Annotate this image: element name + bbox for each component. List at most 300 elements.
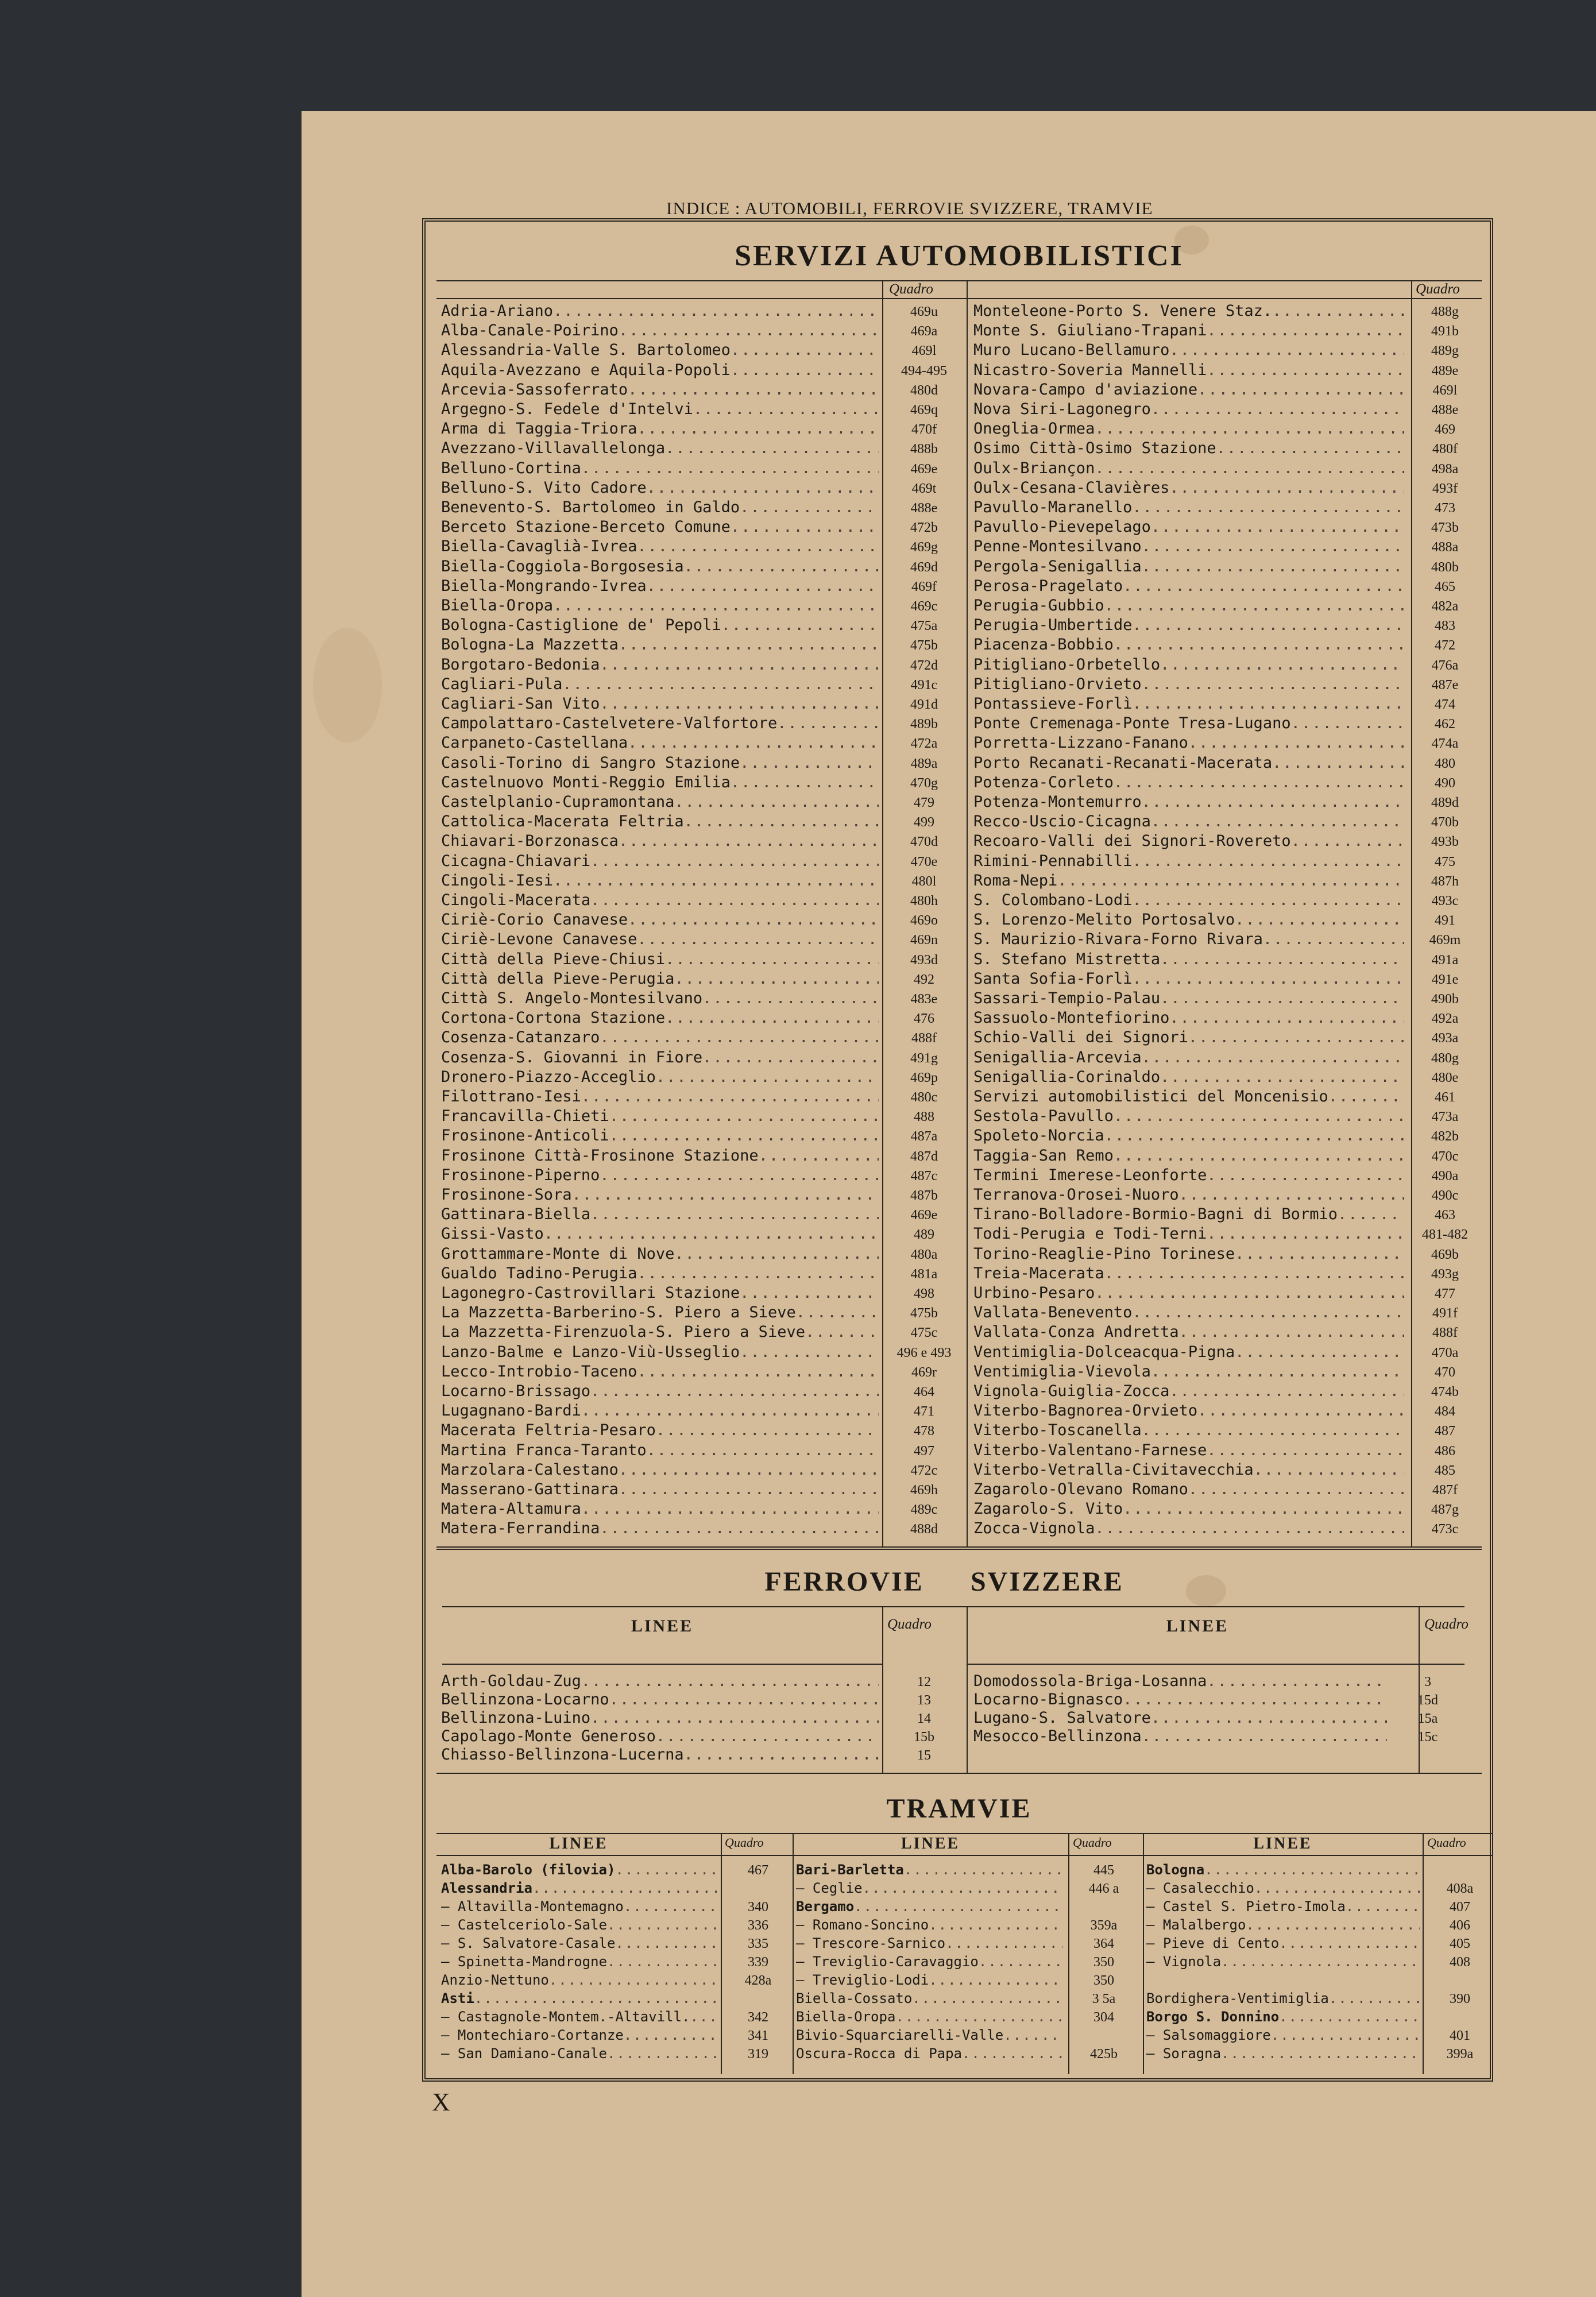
index-entry (441, 1709, 961, 1727)
entry-name: Borgotaro-Bedonia (441, 655, 600, 674)
entry-name: Viterbo-Toscanella (973, 1421, 1142, 1440)
entry-name: Lanzo-Balme e Lanzo-Viù-Usseglio (441, 1343, 740, 1361)
entry-quadro: 492 (914, 972, 934, 987)
index-entry (441, 930, 961, 949)
index-entry (1146, 1917, 1491, 1932)
index-entry (973, 1205, 1479, 1224)
entry-name: Bologna-La Mazzetta (441, 636, 619, 654)
entry-name: Vallata-Conza Andretta (973, 1323, 1179, 1341)
entry-quadro: 491e (1431, 972, 1459, 987)
entry-name: Vignola-Guiglia-Zocca (973, 1382, 1170, 1400)
index-entry (441, 636, 961, 654)
index-entry (973, 597, 1479, 612)
entry-name: Cagliari-Pula (441, 675, 563, 693)
entry-quadro: 488g (1431, 304, 1459, 319)
entry-quadro: 475b (910, 1306, 938, 1321)
entry-name: Filottrano-Iesi (441, 1088, 581, 1105)
entry-name: — S. Salvatore-Casale (441, 1935, 616, 1951)
entry-name: Viterbo-Bagnorea-Orvieto (973, 1402, 1198, 1420)
entry-name: Città della Pieve-Chiusi (441, 950, 666, 968)
entry-quadro: 474 (1435, 697, 1455, 712)
entry-quadro: 469c (910, 599, 938, 614)
index-entry (973, 341, 1479, 357)
index-entry (441, 753, 961, 772)
entry-name: Gissi-Vasto (441, 1225, 544, 1243)
entry-quadro: 491d (910, 697, 938, 712)
index-entry (796, 1972, 1135, 1987)
index-entry (441, 852, 961, 868)
index-entry (973, 871, 1479, 890)
entry-name: Oscura-Rocca di Papa (796, 2045, 962, 2062)
entry-name: Biella-Cavaglià-Ivrea (441, 537, 637, 556)
index-entry (441, 1935, 789, 1951)
entry-quadro: 3 5a (1092, 1991, 1116, 2006)
entry-quadro: 486 (1435, 1443, 1455, 1459)
entry-quadro: 405 (1450, 1936, 1470, 1951)
entry-name: Penne-Montesilvano (973, 537, 1142, 556)
entry-quadro: 469f (911, 579, 937, 594)
index-entry (441, 969, 961, 988)
entry-quadro: 480f (1432, 442, 1458, 457)
entry-quadro: 489a (910, 756, 938, 771)
index-entry (441, 1146, 961, 1165)
entry-name: Tirano-Bolladore-Bormio-Bagni di Bormio (973, 1205, 1338, 1224)
index-entry (441, 420, 961, 438)
entry-name: Piacenza-Bobbio (973, 636, 1114, 654)
entry-name: Ponte Cremenaga-Ponte Tresa-Lugano (973, 714, 1291, 733)
tram-col2-lines-label: LINEE (901, 1835, 960, 1853)
index-entry (973, 1500, 1479, 1518)
index-entry (796, 1954, 1135, 1969)
entry-quadro: 469u (910, 304, 938, 319)
index-entry (441, 498, 961, 514)
entry-name: Senigallia-Arcevia (973, 1048, 1142, 1066)
entry-name: Porretta-Lizzano-Fanano (973, 734, 1188, 752)
index-entry (973, 793, 1479, 809)
entry-quadro: 491f (1432, 1306, 1458, 1321)
entry-quadro: 491c (910, 677, 938, 693)
index-entry (441, 695, 961, 713)
entry-name: Cingoli-Iesi (441, 871, 554, 890)
ferrovie-title-right: SVIZZERE (971, 1567, 1124, 1597)
entry-quadro: 469b (1431, 1247, 1459, 1262)
index-entry (441, 1460, 961, 1479)
index-entry (1146, 1935, 1491, 1951)
index-entry (973, 380, 1479, 399)
index-entry (441, 478, 961, 497)
entry-name: Grottammare-Monte di Nove (441, 1244, 675, 1263)
entry-quadro: 15 (917, 1748, 931, 1763)
entry-quadro: 473b (1431, 520, 1459, 536)
index-entry (1146, 1990, 1491, 2006)
index-entry (973, 400, 1479, 416)
index-entry (973, 518, 1479, 536)
auto-right-col-label: Quadro (1416, 281, 1460, 297)
index-entry (796, 2045, 1135, 2061)
index-entry (441, 1382, 961, 1398)
entry-name: Servizi automobilistici del Moncenisio (973, 1088, 1328, 1105)
index-entry (973, 1480, 1479, 1496)
index-entry (973, 1068, 1479, 1084)
entry-quadro: 489d (1431, 795, 1459, 810)
entry-quadro: 487b (910, 1188, 938, 1203)
entry-quadro: 494-495 (901, 363, 947, 378)
entry-name: Recco-Uscio-Cicagna (973, 813, 1151, 831)
entry-quadro: 342 (748, 2010, 768, 2025)
entry-name: Masserano-Gattinara (441, 1480, 619, 1498)
index-entry (973, 1382, 1479, 1398)
entry-name: Lugagnano-Bardi (441, 1402, 581, 1420)
entry-quadro: 475c (910, 1325, 938, 1341)
entry-name: Potenza-Corleto (973, 773, 1114, 791)
tram-col1-list (441, 1862, 772, 2074)
auto-right-list (973, 302, 1479, 1542)
index-entry (441, 1672, 961, 1688)
index-entry (441, 911, 961, 929)
entry-name: Borgo S. Donnino (1146, 2009, 1280, 2025)
entry-name: — Ceglie (796, 1880, 863, 1896)
entry-quadro: 491g (910, 1050, 938, 1066)
entry-quadro: 364 (1093, 1936, 1114, 1951)
index-entry (441, 1500, 961, 1518)
entry-name: Ventimiglia-Vievola (973, 1362, 1151, 1380)
entry-name: Pitigliano-Orbetello (973, 655, 1161, 674)
index-entry (973, 459, 1479, 475)
entry-quadro: 425b (1090, 2047, 1118, 2062)
entry-quadro: 319 (748, 2047, 768, 2062)
index-entry (441, 1028, 961, 1047)
entry-name: Carpaneto-Castellana (441, 734, 628, 752)
entry-quadro: 339 (748, 1955, 768, 1970)
entry-name: — Treviglio-Caravaggio (796, 1954, 979, 1970)
tram-col1-col-label: Quadro (725, 1835, 764, 1850)
entry-name: Gattinara-Biella (441, 1205, 591, 1224)
index-entry (973, 655, 1479, 674)
index-entry (441, 361, 961, 377)
index-entry (441, 1402, 961, 1420)
entry-name: Biella-Mongrando-Ivrea (441, 577, 647, 595)
entry-name: Zagarolo-S. Vito (973, 1500, 1123, 1518)
index-entry (1146, 2009, 1491, 2024)
entry-quadro: 490c (1431, 1188, 1459, 1203)
entry-quadro: 463 (1435, 1208, 1455, 1223)
entry-name: Muro Lucano-Bellamuro (973, 341, 1170, 359)
index-entry (441, 1441, 961, 1457)
entry-quadro: 445 (1093, 1863, 1114, 1878)
entry-quadro: 482b (1431, 1129, 1459, 1144)
entry-quadro: 470d (910, 834, 938, 850)
tram-col2-col-label: Quadro (1073, 1835, 1112, 1850)
entry-quadro: 490b (1431, 992, 1459, 1007)
index-entry (441, 1691, 961, 1706)
entry-name: Oulx-Briançon (973, 459, 1095, 477)
index-entry (441, 950, 961, 966)
entry-name: Schio-Valli dei Signori (973, 1028, 1188, 1047)
index-entry (441, 1127, 961, 1145)
entry-name: Locarno-Bignasco (973, 1691, 1123, 1708)
entry-name: Perugia-Gubbio (973, 597, 1104, 614)
entry-quadro: 493a (1431, 1031, 1459, 1046)
index-entry (441, 793, 961, 809)
auto-left-col-label: Quadro (889, 281, 933, 297)
index-entry (1146, 2045, 1491, 2061)
index-entry (796, 2009, 1135, 2024)
index-entry (441, 2009, 789, 2024)
entry-quadro: 469h (910, 1483, 938, 1498)
index-entry (973, 1264, 1479, 1280)
entry-quadro: 3 (1424, 1675, 1431, 1689)
entry-name: S. Lorenzo-Melito Portosalvo (973, 911, 1235, 929)
index-entry (441, 518, 961, 536)
entry-name: Anzio-Nettuno (441, 1972, 549, 1988)
entry-name: Nicastro-Soveria Mannelli (973, 361, 1207, 379)
index-entry (973, 577, 1479, 593)
entry-quadro: 341 (748, 2028, 768, 2043)
entry-quadro: 488f (911, 1031, 937, 1046)
entry-quadro: 475b (910, 638, 938, 653)
index-entry (973, 361, 1479, 377)
entry-quadro: 489g (1431, 343, 1459, 359)
entry-quadro: 493g (1431, 1266, 1459, 1282)
index-entry (796, 1917, 1135, 1932)
entry-name: Bellinzona-Luino (441, 1709, 591, 1727)
index-entry (973, 1146, 1479, 1165)
index-entry (973, 1028, 1479, 1047)
index-entry (973, 1166, 1479, 1182)
ferrovie-left-col-label: Quadro (887, 1617, 932, 1632)
index-entry (441, 1323, 961, 1339)
index-entry (973, 1284, 1479, 1300)
index-entry (441, 675, 961, 691)
entry-quadro: 481a (910, 1266, 938, 1282)
entry-quadro: 401 (1450, 2028, 1470, 2043)
index-entry (441, 341, 961, 357)
entry-name: Nova Siri-Lagonegro (973, 400, 1151, 418)
entry-name: Cagliari-San Vito (441, 695, 600, 713)
entry-quadro: 482a (1431, 599, 1459, 614)
index-entry (796, 1990, 1135, 2006)
entry-name: Urbino-Pesaro (973, 1284, 1095, 1302)
entry-quadro: 480l (911, 873, 937, 889)
entry-name: — Pieve di Cento (1146, 1935, 1280, 1951)
entry-name: Pavullo-Maranello (973, 498, 1133, 516)
entry-quadro: 469d (910, 559, 938, 575)
entry-quadro: 475 (1435, 854, 1455, 869)
entry-name: Bordighera-Ventimiglia (1146, 1990, 1329, 2006)
entry-quadro: 493d (910, 952, 938, 968)
index-entry (441, 459, 961, 475)
entry-quadro: 14 (917, 1711, 931, 1726)
index-entry (973, 498, 1479, 514)
entry-quadro: 469q (910, 403, 938, 417)
index-entry (973, 1421, 1479, 1440)
index-entry (441, 616, 961, 635)
entry-name: — Vignola (1146, 1954, 1222, 1970)
entry-quadro: 472b (910, 520, 938, 536)
entry-name: Casoli-Torino di Sangro Stazione (441, 753, 740, 772)
ferrovie-title-left: FERROVIE (764, 1567, 924, 1597)
entry-name: Chiavari-Borzonasca (441, 832, 619, 850)
page-number: X (432, 2088, 450, 2116)
index-entry (973, 1304, 1479, 1322)
index-entry (441, 1862, 789, 1877)
index-entry (973, 891, 1479, 907)
entry-name: Lugano-S. Salvatore (973, 1709, 1151, 1727)
index-entry (973, 1519, 1479, 1538)
index-entry (973, 1343, 1479, 1359)
auto-section-title: SERVIZI AUTOMOBILISTICI (735, 239, 1184, 272)
entry-name: Matera-Altamura (441, 1500, 581, 1518)
entry-name: — Altavilla-Montemagno (441, 1898, 624, 1915)
entry-name: Marzolara-Calestano (441, 1460, 619, 1479)
entry-name: Perugia-Umbertide (973, 616, 1133, 635)
entry-name: Bellinzona-Locarno (441, 1691, 609, 1708)
entry-name: Campolattaro-Castelvetere-Valfortore (441, 714, 778, 733)
entry-name: Vallata-Benevento (973, 1304, 1133, 1322)
index-entry (973, 1709, 1462, 1727)
index-entry (441, 597, 961, 612)
index-entry (441, 1205, 961, 1224)
entry-name: Berceto Stazione-Berceto Comune (441, 518, 731, 536)
entry-quadro: 15a (1417, 1711, 1438, 1726)
index-entry (1146, 1972, 1491, 1987)
entry-name: Aquila-Avezzano e Aquila-Popoli (441, 361, 731, 379)
entry-name: Frosinone-Piperno (441, 1166, 600, 1184)
entry-name: Terranova-Orosei-Nuoro (973, 1186, 1179, 1204)
entry-name: Treia-Macerata (973, 1264, 1104, 1282)
index-entry (441, 1917, 789, 1932)
entry-quadro: 469e (910, 1208, 938, 1223)
entry-name: Novara-Campo d'aviazione (973, 380, 1198, 399)
entry-name: Alba-Barolo (filovia) (441, 1862, 616, 1878)
index-entry (973, 420, 1479, 438)
entry-name: Lagonegro-Castrovillari Stazione (441, 1284, 740, 1302)
index-entry (973, 950, 1479, 966)
entry-quadro: 469t (911, 481, 937, 496)
index-entry (973, 714, 1479, 733)
entry-name: Biella-Cossato (796, 1990, 913, 2006)
entry-quadro: 469e (910, 461, 938, 477)
tram-col2-list (796, 1862, 1119, 2074)
entry-quadro: 408a (1446, 1881, 1474, 1896)
entry-quadro: 491 (1435, 913, 1455, 929)
entry-quadro: 489c (910, 1502, 938, 1518)
entry-name: Arcevia-Sassoferrato (441, 380, 628, 399)
index-entry (441, 655, 961, 674)
entry-name: Castelnuovo Monti-Reggio Emilia (441, 773, 731, 791)
index-entry (441, 577, 961, 593)
entry-name: Cicagna-Chiavari (441, 852, 591, 870)
index-entry (441, 558, 961, 573)
index-entry (796, 1880, 1135, 1896)
index-entry (441, 322, 961, 340)
index-entry (441, 1343, 961, 1359)
entry-quadro: 493c (1431, 894, 1459, 908)
entry-quadro: 407 (1450, 1900, 1470, 1915)
entry-name: Senigallia-Corinaldo (973, 1068, 1161, 1086)
entry-name: Città S. Angelo-Montesilvano (441, 989, 703, 1007)
index-entry (441, 734, 961, 752)
entry-name: Alessandria-Valle S. Bartolomeo (441, 341, 731, 359)
index-entry (441, 1304, 961, 1322)
entry-quadro: 474a (1431, 736, 1459, 752)
entry-quadro: 480b (1431, 559, 1459, 575)
entry-name: Bologna-Castiglione de' Pepoli (441, 616, 721, 635)
entry-quadro: 470 (1435, 1364, 1455, 1380)
entry-quadro: 428a (744, 1973, 772, 1988)
index-entry (441, 1972, 789, 1987)
ferrovie-right-col-label: Quadro (1424, 1617, 1469, 1632)
entry-quadro: 469g (910, 540, 938, 555)
index-entry (796, 1862, 1135, 1877)
ferrovie-right-list (973, 1672, 1462, 1770)
ferrovie-left-list (441, 1672, 961, 1770)
entry-name: Avezzano-Villavallelonga (441, 439, 666, 458)
entry-quadro: 461 (1435, 1090, 1455, 1105)
index-entry (441, 813, 961, 831)
index-entry (973, 1009, 1479, 1027)
entry-name: Adria-Ariano (441, 302, 554, 320)
index-entry (973, 439, 1479, 458)
index-entry (441, 1898, 789, 1914)
index-entry (441, 891, 961, 907)
entry-name: Ventimiglia-Dolceacqua-Pigna (973, 1343, 1235, 1361)
entry-name: Cortona-Cortona Stazione (441, 1009, 666, 1027)
entry-quadro: 480c (910, 1090, 938, 1105)
index-entry (441, 1009, 961, 1027)
auto-left-list (441, 302, 961, 1542)
tramvie-title: TRAMVIE (886, 1793, 1032, 1824)
entry-name: La Mazzetta-Firenzuola-S. Piero a Sieve (441, 1323, 805, 1341)
entry-name: Lecco-Introbio-Taceno (441, 1362, 637, 1380)
entry-quadro: 487 (1435, 1424, 1455, 1439)
index-entry (441, 832, 961, 848)
entry-quadro: 473a (1431, 1109, 1459, 1125)
entry-name: Biella-Coggiola-Borgosesia (441, 557, 684, 575)
entry-name: S. Stefano Mistretta (973, 950, 1161, 968)
entry-name: Argegno-S. Fedele d'Intelvi (441, 400, 693, 418)
entry-quadro: 499 (914, 815, 934, 830)
index-entry (441, 1107, 961, 1126)
entry-name: Monte S. Giuliano-Trapani (973, 322, 1207, 340)
index-entry (973, 1672, 1462, 1688)
entry-name: Sestola-Pavullo (973, 1107, 1114, 1126)
entry-name: Monteleone-Porto S. Venere Staz. (973, 302, 1273, 320)
entry-name: Benevento-S. Bartolomeo in Galdo (441, 498, 740, 516)
index-entry (796, 2027, 1135, 2043)
index-entry (973, 616, 1479, 635)
entry-quadro: 487f (1432, 1483, 1458, 1498)
entry-quadro: 472 (1435, 638, 1455, 653)
entry-quadro: 469r (911, 1364, 937, 1380)
entry-name: La Mazzetta-Barberino-S. Piero a Sieve (441, 1304, 796, 1322)
entry-quadro: 473c (1431, 1522, 1459, 1537)
entry-quadro: 472d (910, 658, 938, 673)
entry-quadro: 490 (1435, 775, 1455, 791)
entry-quadro: 491b (1431, 324, 1459, 339)
entry-quadro: 469n (910, 933, 938, 948)
entry-name: Recoaro-Valli dei Signori-Rovereto (973, 832, 1291, 850)
index-entry (1146, 1880, 1491, 1896)
page-header: INDICE : AUTOMOBILI, FERROVIE SVIZZERE, TRAMVIE (666, 198, 1153, 218)
entry-quadro: 467 (748, 1863, 768, 1878)
entry-quadro: 340 (748, 1900, 768, 1915)
entry-quadro: 488f (1432, 1325, 1458, 1341)
entry-name: — Treviglio-Lodi (796, 1972, 929, 1988)
index-entry (973, 734, 1479, 752)
entry-quadro: 408 (1450, 1955, 1470, 1970)
entry-name: Alba-Canale-Poirino (441, 322, 619, 340)
